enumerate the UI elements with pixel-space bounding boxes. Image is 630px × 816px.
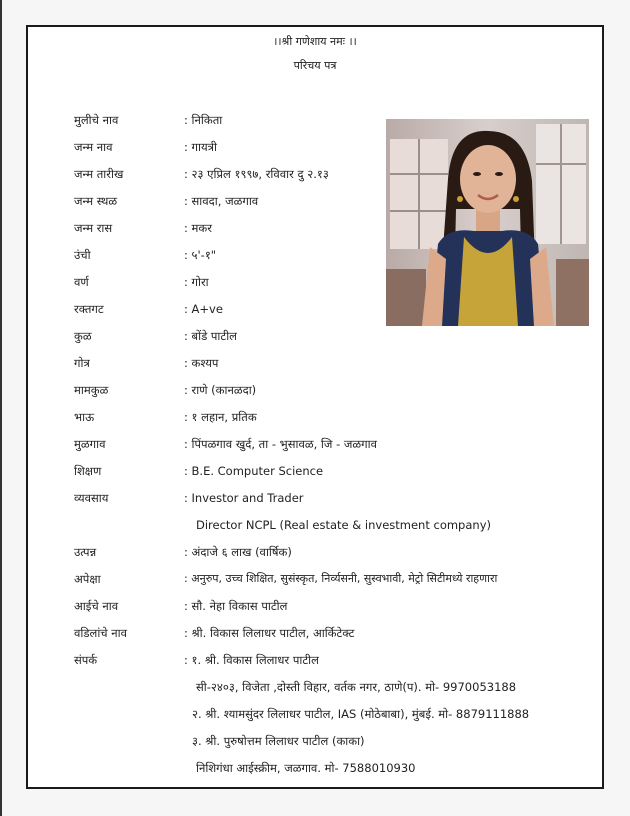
field-label: मुळगाव xyxy=(74,437,106,451)
field-label: गोत्र xyxy=(74,356,90,370)
field-value: : मकर xyxy=(184,221,212,235)
field-label: जन्म रास xyxy=(74,221,113,235)
field-value: : राणे (कानळदा) xyxy=(184,383,257,397)
field-value: : अनुरुप, उच्च शिक्षित, सुसंस्कृत, निर्व्यसनी, सुस्वभावी, मेट्रो सिटीमध्ये राहणारा xyxy=(184,572,498,585)
profile-photo xyxy=(386,119,589,326)
field-value: : १ लहान, प्रतिक xyxy=(184,410,257,424)
invocation: ।।श्री गणेशाय नमः ।। xyxy=(273,35,357,48)
field-label: अपेक्षा xyxy=(74,572,101,586)
field-label: जन्म नाव xyxy=(74,140,113,154)
field-label: कुळ xyxy=(74,329,92,343)
field-value: : बोंडे पाटील xyxy=(184,329,237,343)
field-value: : २३ एप्रिल १९९७, रविवार दु २.१३ xyxy=(184,167,329,181)
field-label: भाऊ xyxy=(74,410,95,424)
field-value: : Investor and Trader xyxy=(184,491,304,505)
field-value: : श्री. विकास लिलाधर पाटील, आर्किटेक्ट xyxy=(184,626,355,640)
occupation-continuation: Director NCPL (Real estate & investment company) xyxy=(196,518,491,532)
left-edge xyxy=(0,0,2,816)
biodata-frame xyxy=(26,25,604,789)
field-label: मुलीचे नाव xyxy=(74,113,119,127)
field-label: शिक्षण xyxy=(74,464,102,478)
field-label: रक्तगट xyxy=(74,302,104,316)
field-value: : B.E. Computer Science xyxy=(184,464,324,478)
field-label: व्यवसाय xyxy=(74,491,109,505)
profile-photo-image xyxy=(386,119,589,326)
field-label: जन्म तारीख xyxy=(74,167,124,181)
field-value: : निकिता xyxy=(184,113,223,127)
contact-line: २. श्री. श्यामसुंदर लिलाधर पाटील, IAS (मोठेबाबा), मुंबई. मो- 8879111888 xyxy=(192,707,530,721)
contact-line: सी-२४०३, विजेता ,दोस्ती विहार, वर्तक नगर, ठाणे(प). मो- 9970053188 xyxy=(196,680,517,694)
contact-line: निशिगंधा आईस्क्रीम, जळगाव. मो- 7588010930 xyxy=(196,761,416,775)
field-value: : गायत्री xyxy=(184,140,217,154)
field-value: : सौ. नेहा विकास पाटील xyxy=(184,599,288,613)
field-label: वडिलांचे नाव xyxy=(74,626,128,640)
field-value: : १. श्री. विकास लिलाधर पाटील xyxy=(184,653,319,667)
field-label: जन्म स्थळ xyxy=(74,194,118,208)
field-label: वर्ण xyxy=(74,275,89,289)
field-value: : कश्यप xyxy=(184,356,219,370)
field-label: संपर्क xyxy=(74,653,98,667)
field-value: : सावदा, जळगाव xyxy=(184,194,259,208)
contact-line: ३. श्री. पुरुषोत्तम लिलाधर पाटील (काका) xyxy=(192,734,365,748)
field-value: : A+ve xyxy=(184,302,223,316)
field-value: : ५'-१" xyxy=(184,248,217,262)
field-label: आईचे नाव xyxy=(74,599,119,613)
field-label: उत्पन्न xyxy=(74,545,97,559)
field-value: : गोरा xyxy=(184,275,209,289)
field-label: मामकुळ xyxy=(74,383,109,397)
field-label: उंची xyxy=(74,248,91,262)
field-value: : अंदाजे ६ लाख (वार्षिक) xyxy=(184,545,292,559)
field-value: : पिंपळगाव खुर्द, ता - भुसावळ, जि - जळगाव xyxy=(184,437,378,451)
page-title: परिचय पत्र xyxy=(293,59,337,72)
